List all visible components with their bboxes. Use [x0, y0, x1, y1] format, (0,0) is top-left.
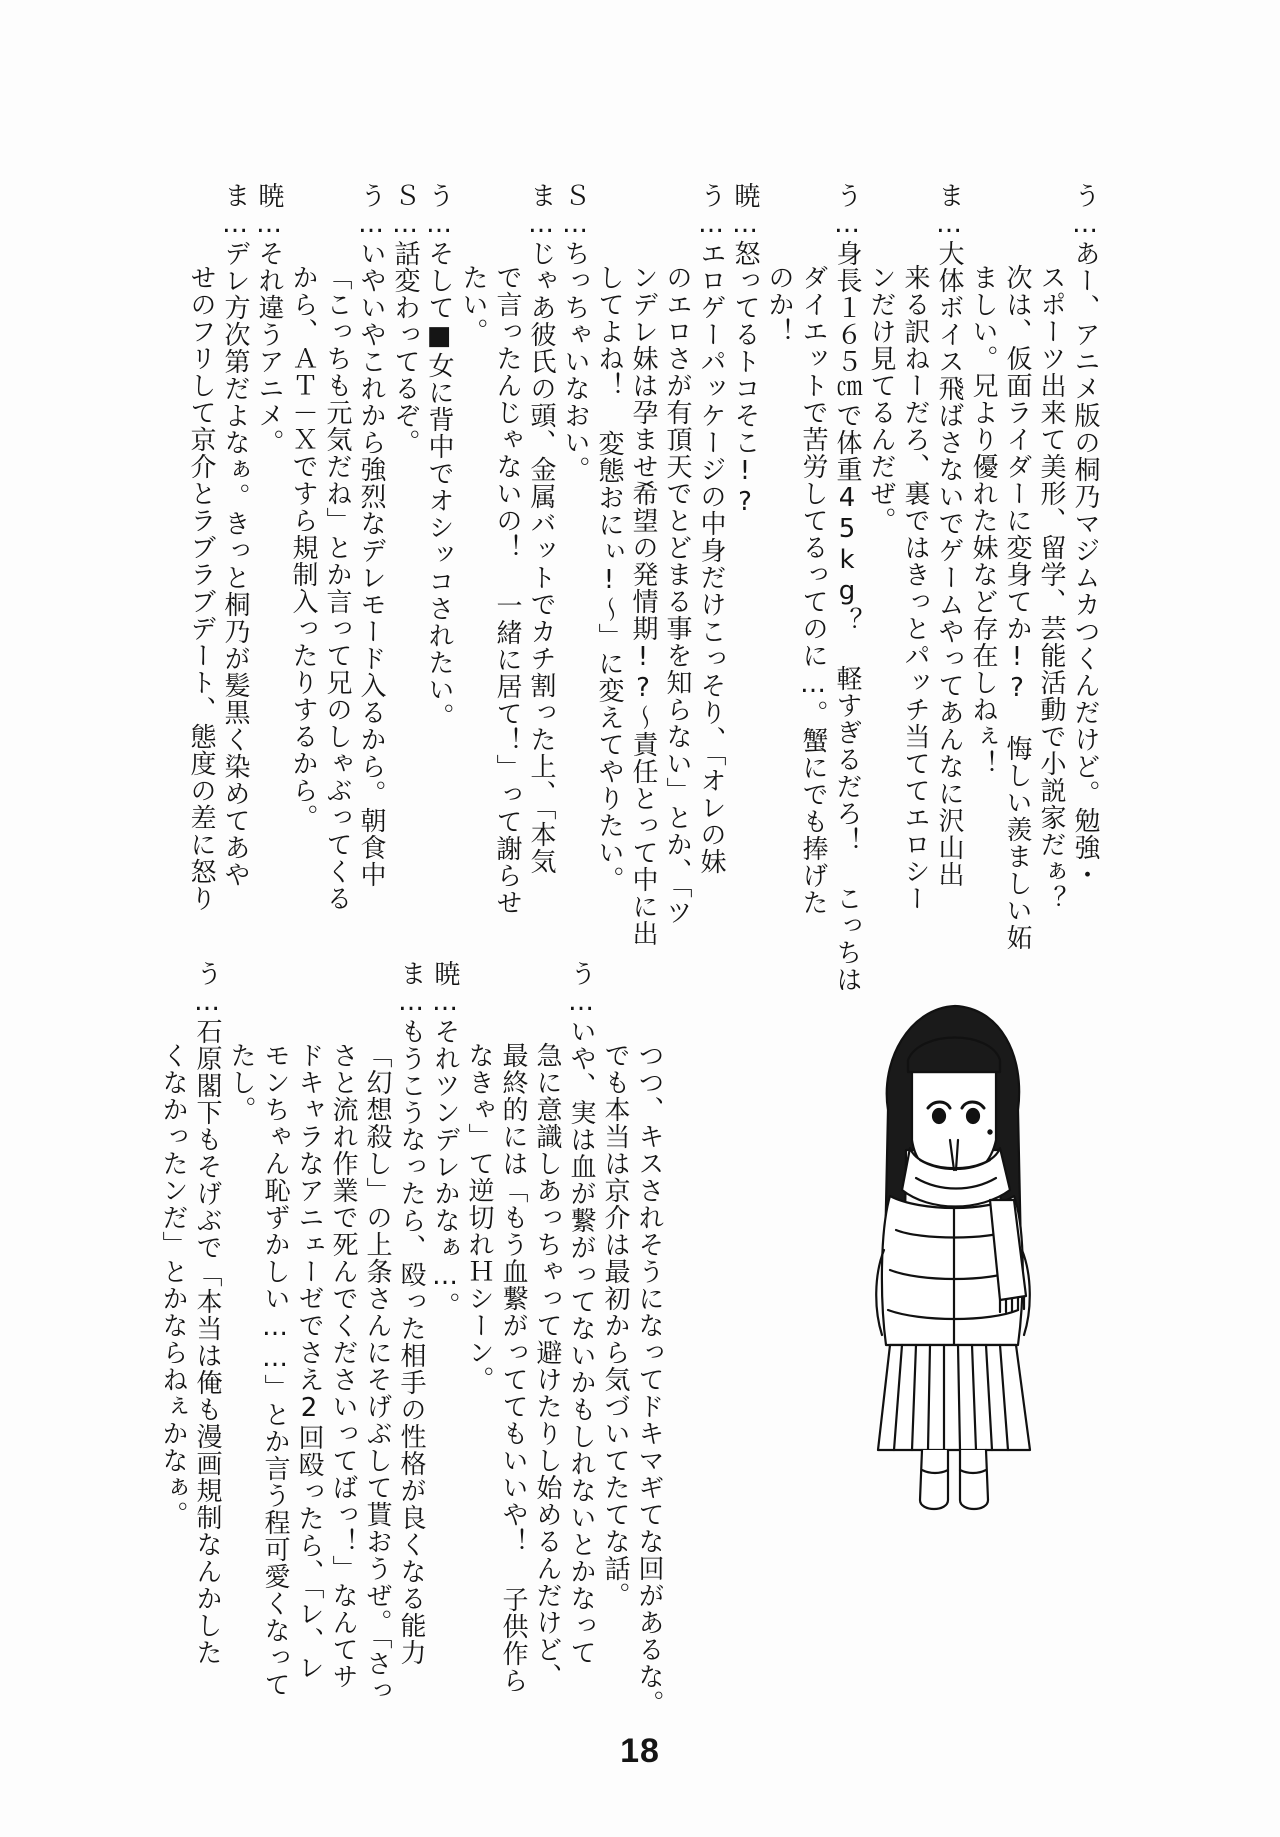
text-column: たし。 [226, 1042, 256, 1123]
text-column: う…あー、アニメ版の桐乃マジムカつくんだけど。勉強・ [1070, 182, 1100, 888]
text-column: たい。 [458, 264, 488, 345]
text-column: さと流れ作業で死んでくださいってばっ！」なんてサ [328, 1042, 358, 1690]
text-column: 暁…それツンデレかなぁ…。 [430, 960, 460, 1319]
text-column: う…エロゲーパッケージの中身だけこっそり、「オレの妹 [696, 182, 726, 875]
text-column: くなかったンだ」とかならねぇかなぁ。 [158, 1042, 188, 1528]
text-column: せのフリして京介とラブラブデート、態度の差に怒り [186, 264, 216, 912]
text-column: う…身長１６５㎝で体重45kg？ 軽すぎるだろ！ こっちは [832, 182, 862, 993]
text-column: 最終的には「もう血繋がっててもいいや！ 子供作ら [498, 1042, 528, 1694]
dialogue-block-bottom [156, 960, 666, 1717]
text-column: う…いやいやこれから強烈なデレモード入るから。朝食中 [356, 182, 386, 888]
text-column: ま…大体ボイス飛ばさないでゲームやってあんなに沢山出 [934, 182, 964, 888]
text-column: ンデレ妹は孕ませ希望の発情期!?～責任とって中に出 [628, 264, 658, 947]
text-column: のエロさが有頂天でとどまる事を知らない」とか、「ツ [662, 264, 692, 926]
text-column: スポーツ出来て美形、留学、芸能活動で小説家だぁ？ [1036, 264, 1066, 912]
text-column: Ｓ…話変わってるぞ。 [390, 182, 420, 456]
text-column: う…そして■女に背中でオシッコされたい。 [424, 182, 454, 730]
text-column: でも本当は京介は最初から気づいてたてな話。 [600, 1042, 630, 1609]
text-column: で言ったんじゃないの！ 一緒に居て！」って謝らせ [492, 264, 522, 916]
page-number: 18 [620, 1732, 660, 1770]
text-column: 「幻想殺し」の上条さんにそげぶして貰おうぜ。「さっ [362, 1042, 392, 1704]
text-column: ま…もうこうなったら、殴った相手の性格が良くなる能力 [396, 960, 426, 1666]
text-column: 「こっちも元気だね」とか言って兄のしゃぶってくる [322, 264, 352, 912]
text-column: う…いや、実は血が繋がってないかもしれないとかなって [566, 960, 596, 1666]
text-column: 暁…怒ってるトコそこ!? [730, 182, 760, 518]
text-column: ドキャラなアニェーゼでさえ2回殴ったら、「レ、レ [294, 1042, 324, 1681]
text-column: 来る訳ねーだろ、裏ではきっとパッチ当ててエロシー [900, 264, 930, 912]
text-column: 急に意識しあっちゃって避けたりし始めるんだけど、 [532, 1042, 562, 1690]
text-column: ダイエットで苦労してるってのに…。蟹にでも捧げた [798, 264, 828, 916]
text-column: モンちゃん恥ずかしい……」とか言う程可愛くなって [260, 1042, 290, 1698]
text-column: Ｓ…ちっちゃいなおい。 [560, 182, 590, 483]
girl-with-scarf-figure-icon [850, 1000, 1050, 1520]
dialogue-block-top [184, 182, 1102, 993]
text-column: 次は、仮面ライダーに変身てか!? 悔しい羨ましい妬 [1002, 264, 1032, 951]
text-column: う…石原閣下もそげぶで「本当は俺も漫画規制なんかした [192, 960, 222, 1666]
text-column: してよね！ 変態おにぃ!～」に変えてやりたい。 [594, 264, 624, 893]
text-column: ンだけ見てるんだぜ。 [866, 264, 896, 534]
text-column: から、ＡＴ－Ｘですら規制入ったりするから。 [288, 264, 318, 831]
text-column: のか！ [764, 264, 794, 345]
text-column: 暁…それ違うアニメ。 [254, 182, 284, 456]
text-column: つつ、キスされそうになってドキマギてな回があるな。 [634, 1042, 664, 1717]
text-column: ま…じゃあ彼氏の頭、金属バットでカチ割った上、「本気 [526, 182, 556, 875]
text-column: ま…デレ方次第だよなぁ。きっと桐乃が髪黒く染めてあや [220, 182, 250, 888]
text-column: なきゃ」て逆切れＨシーン。 [464, 1042, 494, 1393]
text-column: ましい。兄より優れた妹など存在しねぇ！ [968, 264, 998, 777]
